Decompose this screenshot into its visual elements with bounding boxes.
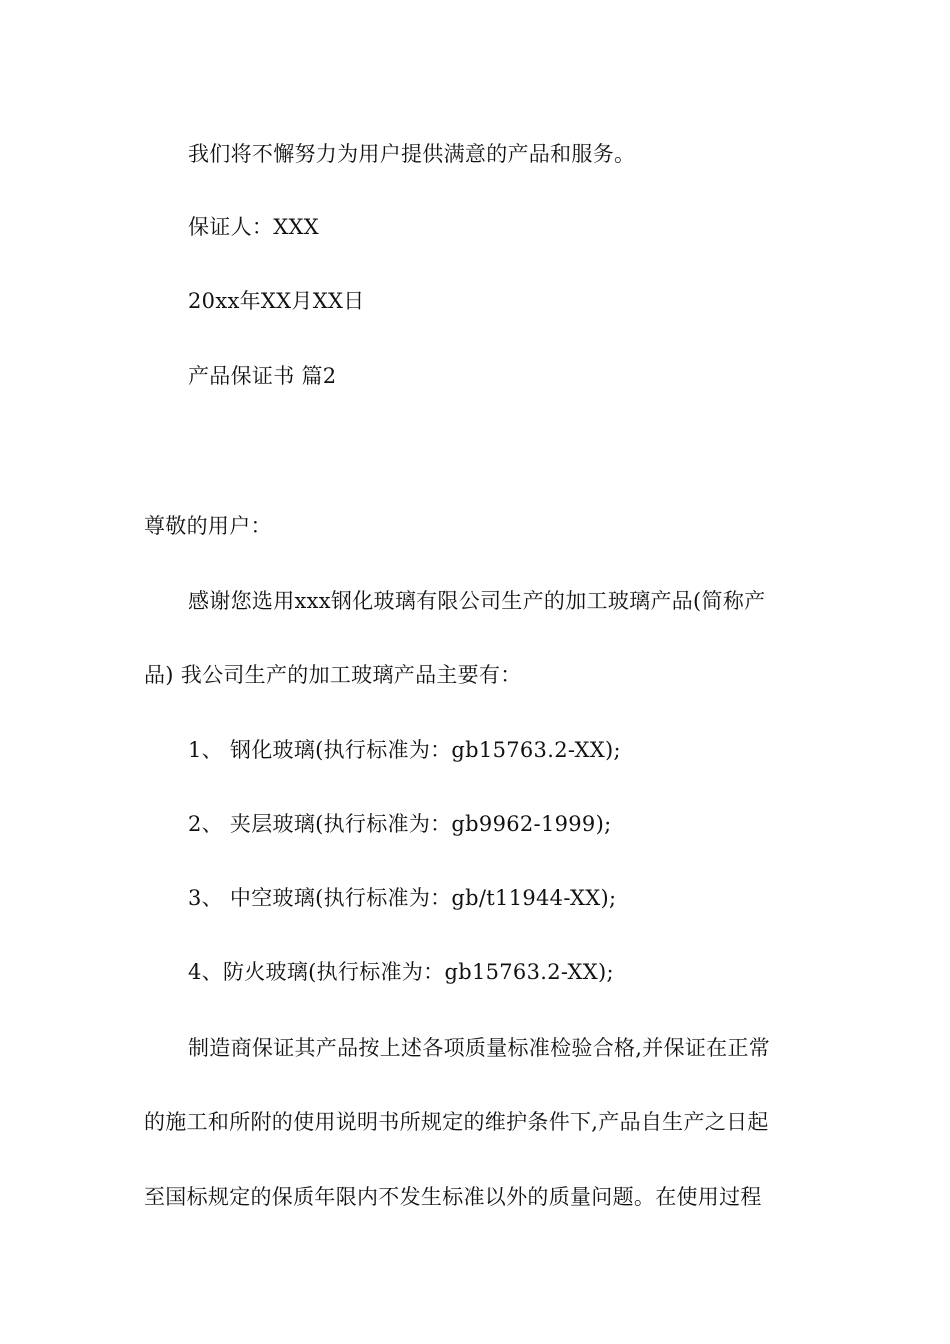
list-item: 4、防火玻璃(执行标准为：gb15763.2-XX); — [188, 960, 614, 984]
section-title: 产品保证书 篇2 — [188, 364, 337, 388]
body-paragraph-line: 制造商保证其产品按上述各项质量标准检验合格,并保证在正常 — [188, 1036, 771, 1060]
salutation: 尊敬的用户： — [144, 514, 272, 538]
guarantor-line: 保证人：XXX — [188, 215, 319, 239]
list-item: 1、 钢化玻璃(执行标准为：gb15763.2-XX); — [188, 738, 621, 762]
closing-sentence: 我们将不懈努力为用户提供满意的产品和服务。 — [188, 142, 636, 166]
body-paragraph-line: 至国标规定的保质年限内不发生标准以外的质量问题。在使用过程 — [144, 1185, 762, 1209]
body-paragraph-line: 感谢您选用xxx钢化玻璃有限公司生产的加工玻璃产品(简称产 — [188, 589, 766, 613]
date-line: 20xx年XX月XX日 — [188, 289, 365, 313]
body-paragraph-line: 的施工和所附的使用说明书所规定的维护条件下,产品自生产之日起 — [144, 1110, 769, 1134]
body-paragraph-line: 品) 我公司生产的加工玻璃产品主要有： — [144, 663, 522, 687]
list-item: 2、 夹层玻璃(执行标准为：gb9962-1999); — [188, 812, 612, 836]
list-item: 3、 中空玻璃(执行标准为：gb/t11944-XX); — [188, 886, 617, 910]
